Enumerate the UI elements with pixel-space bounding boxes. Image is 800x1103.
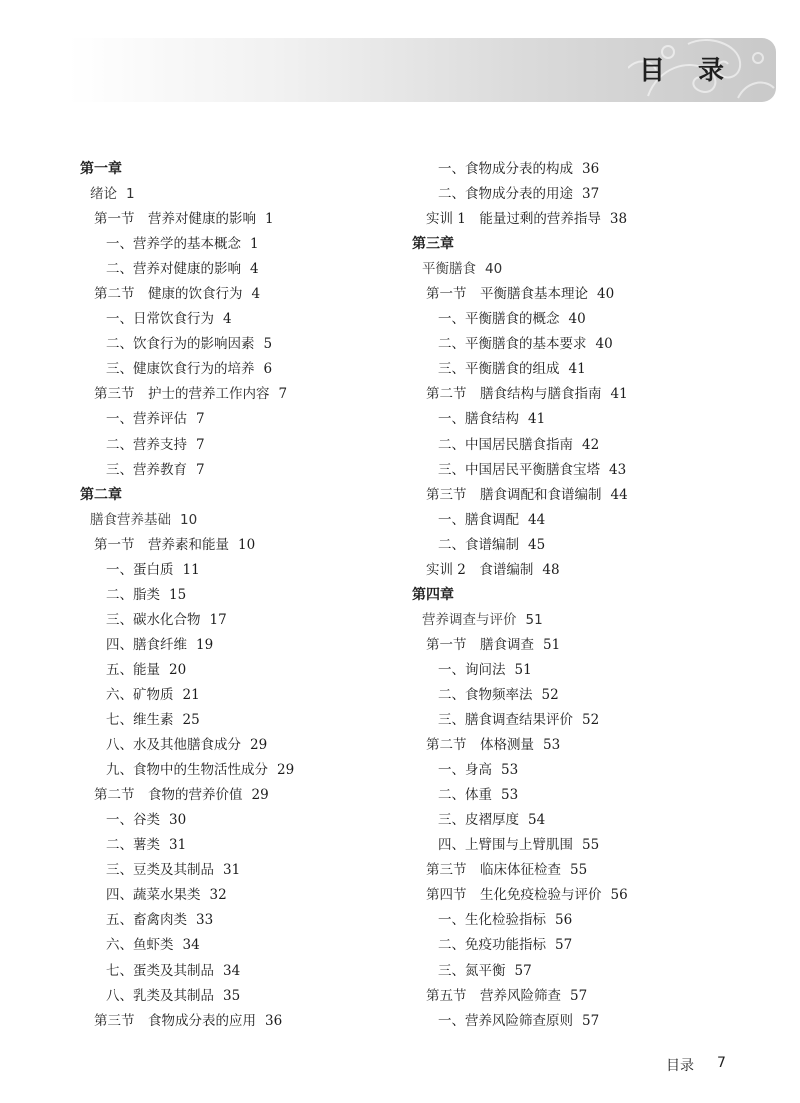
toc-entry-item[interactable] bbox=[412, 508, 742, 533]
toc-entry-item[interactable] bbox=[80, 458, 410, 483]
toc-entry-page: 57 bbox=[514, 962, 532, 979]
toc-entry-item[interactable] bbox=[412, 758, 742, 783]
toc-entry-item[interactable] bbox=[80, 583, 410, 608]
toc-entry-page: 51 bbox=[525, 611, 543, 628]
toc-entry-title: 一、平衡膳食的概念 bbox=[438, 311, 560, 328]
toc-entry-section[interactable] bbox=[412, 558, 742, 583]
toc-entry-page: 54 bbox=[528, 812, 546, 829]
toc-entry-page: 10 bbox=[180, 511, 198, 528]
toc-entry-page: 11 bbox=[182, 561, 200, 578]
toc-entry-page: 43 bbox=[609, 461, 627, 478]
toc-entry-page: 7 bbox=[196, 436, 205, 453]
toc-entry-title: 二、营养对健康的影响 bbox=[106, 261, 241, 278]
toc-entry-page: 15 bbox=[169, 586, 187, 603]
toc-entry-title: 第一节 平衡膳食基本理论 bbox=[426, 286, 588, 303]
toc-entry-item[interactable] bbox=[80, 933, 410, 958]
toc-entry-section[interactable] bbox=[412, 282, 742, 307]
toc-entry-page: 1 bbox=[126, 186, 135, 203]
toc-entry-title: 第二节 体格测量 bbox=[426, 737, 534, 754]
toc-entry-page: 29 bbox=[277, 762, 295, 779]
toc-entry-item[interactable] bbox=[80, 307, 410, 332]
toc-entry-topic[interactable] bbox=[80, 182, 410, 207]
toc-entry-title: 一、营养评估 bbox=[106, 411, 187, 428]
toc-entry-title: 一、日常饮食行为 bbox=[106, 311, 214, 328]
toc-entry-title: 第三章 bbox=[412, 236, 454, 253]
toc-entry-page: 38 bbox=[609, 211, 628, 228]
toc-entry-title: 二、食物频率法 bbox=[438, 686, 533, 703]
toc-entry-section[interactable] bbox=[412, 984, 742, 1009]
toc-entry-page: 53 bbox=[501, 762, 519, 779]
toc-entry-title: 四、蔬菜水果类 bbox=[106, 887, 201, 904]
toc-entry-item[interactable] bbox=[80, 908, 410, 933]
toc-entry-title: 二、薯类 bbox=[106, 837, 160, 854]
toc-entry-section[interactable] bbox=[412, 483, 742, 508]
toc-entry-item[interactable] bbox=[80, 959, 410, 984]
toc-entry-page: 34 bbox=[223, 962, 241, 979]
toc-entry-item[interactable] bbox=[412, 458, 742, 483]
toc-entry-page: 21 bbox=[182, 686, 200, 703]
toc-entry-title: 三、皮褶厚度 bbox=[438, 812, 519, 829]
toc-entry-item[interactable] bbox=[80, 558, 410, 583]
toc-entry-title: 七、蛋类及其制品 bbox=[106, 962, 214, 979]
toc-entry-item[interactable] bbox=[80, 257, 410, 282]
page-title: 目 录 bbox=[638, 56, 736, 86]
toc-entry-title: 三、碳水化合物 bbox=[106, 611, 201, 628]
toc-entry-section[interactable] bbox=[412, 382, 742, 407]
toc-entry-title: 一、营养风险筛查原则 bbox=[438, 1012, 573, 1029]
toc-entry-page: 41 bbox=[568, 361, 586, 378]
toc-entry-item[interactable] bbox=[412, 182, 742, 207]
footer-label: 目录 bbox=[666, 1058, 694, 1074]
toc-entry-section[interactable] bbox=[80, 382, 410, 407]
toc-entry-item[interactable] bbox=[412, 1009, 742, 1034]
toc-entry-item[interactable] bbox=[80, 332, 410, 357]
toc-entry-item[interactable] bbox=[80, 808, 410, 833]
toc-entry-page: 52 bbox=[582, 712, 600, 729]
toc-entry-page: 44 bbox=[610, 486, 628, 503]
toc-entry-page: 6 bbox=[263, 361, 273, 378]
toc-entry-title: 膳食营养基础 bbox=[90, 511, 171, 528]
toc-entry-title: 二、营养支持 bbox=[106, 436, 187, 453]
toc-entry-page: 52 bbox=[541, 686, 559, 703]
toc-entry-page: 56 bbox=[610, 887, 628, 904]
toc-entry-title: 三、氮平衡 bbox=[438, 962, 506, 979]
toc-entry-page: 25 bbox=[182, 712, 200, 729]
toc-entry-title: 第三节 膳食调配和食谱编制 bbox=[426, 486, 602, 503]
toc-entry-title: 第五节 营养风险筛查 bbox=[426, 987, 561, 1004]
toc-entry-item[interactable] bbox=[412, 307, 742, 332]
toc-entry-title: 四、膳食纤维 bbox=[106, 636, 187, 653]
toc-entry-title: 绪论 bbox=[90, 186, 117, 203]
toc-entry-title: 九、食物中的生物活性成分 bbox=[106, 762, 268, 779]
toc-entry-item[interactable] bbox=[412, 959, 742, 984]
toc-entry-page: 57 bbox=[570, 987, 588, 1004]
toc-entry-page: 19 bbox=[196, 636, 214, 653]
toc-entry-title: 三、健康饮食行为的培养 bbox=[106, 361, 255, 378]
toc-entry-item[interactable] bbox=[412, 157, 742, 182]
toc-entry-item[interactable] bbox=[412, 783, 742, 808]
toc-entry-title: 六、矿物质 bbox=[106, 686, 174, 703]
toc-entry-page: 5 bbox=[263, 336, 273, 353]
toc-entry-chapter[interactable] bbox=[412, 583, 742, 608]
toc-entry-title: 第三节 临床体征检查 bbox=[426, 862, 561, 879]
toc-entry-page: 4 bbox=[250, 261, 259, 278]
page-number: 7 bbox=[717, 1055, 726, 1071]
toc-entry-title: 第二节 健康的饮食行为 bbox=[94, 286, 243, 303]
toc-entry-page: 29 bbox=[250, 737, 268, 754]
toc-entry-topic[interactable] bbox=[412, 257, 742, 282]
toc-entry-page: 7 bbox=[196, 411, 205, 428]
toc-entry-page: 45 bbox=[528, 536, 546, 553]
toc-entry-item[interactable] bbox=[80, 758, 410, 783]
toc-entry-title: 四、上臂围与上臂肌围 bbox=[438, 837, 573, 854]
toc-entry-page: 40 bbox=[595, 336, 613, 353]
toc-entry-section[interactable] bbox=[412, 633, 742, 658]
toc-entry-page: 1 bbox=[265, 211, 274, 228]
toc-entry-page: 20 bbox=[169, 661, 187, 678]
toc-entry-title: 八、乳类及其制品 bbox=[106, 987, 214, 1004]
toc-entry-title: 二、免疫功能指标 bbox=[438, 937, 546, 954]
toc-entry-topic[interactable] bbox=[412, 608, 742, 633]
toc-column-right bbox=[412, 157, 742, 1034]
toc-entry-page: 29 bbox=[251, 787, 269, 804]
toc-entry-title: 二、饮食行为的影响因素 bbox=[106, 336, 255, 353]
toc-entry-page: 36 bbox=[582, 161, 600, 177]
toc-entry-title: 第四节 生化免疫检验与评价 bbox=[426, 887, 602, 904]
toc-entry-section[interactable] bbox=[80, 533, 410, 558]
toc-entry-item[interactable] bbox=[80, 733, 410, 758]
toc-entry-page: 10 bbox=[238, 536, 256, 553]
toc-entry-title: 平衡膳食 bbox=[422, 261, 476, 278]
toc-entry-item[interactable] bbox=[80, 658, 410, 683]
toc-entry-title: 第一节 营养素和能量 bbox=[94, 536, 229, 553]
toc-entry-page: 37 bbox=[582, 186, 600, 203]
toc-entry-page: 36 bbox=[265, 1012, 283, 1029]
toc-entry-page: 4 bbox=[251, 286, 261, 303]
toc-entry-title: 第三节 食物成分表的应用 bbox=[94, 1012, 256, 1029]
toc-entry-page: 32 bbox=[209, 887, 227, 904]
toc-entry-title: 三、营养教育 bbox=[106, 461, 187, 478]
toc-entry-page: 53 bbox=[543, 737, 561, 754]
toc-entry-item[interactable] bbox=[80, 683, 410, 708]
toc-entry-title: 第一节 膳食调查 bbox=[426, 636, 534, 653]
toc-entry-page: 40 bbox=[485, 261, 503, 278]
toc-entry-section[interactable] bbox=[412, 207, 742, 232]
toc-entry-title: 一、食物成分表的构成 bbox=[438, 161, 573, 177]
toc-entry-title: 实训 2 食谱编制 bbox=[426, 561, 534, 578]
toc-entry-page: 35 bbox=[223, 987, 241, 1004]
toc-entry-chapter[interactable] bbox=[80, 483, 410, 508]
toc-entry-item[interactable] bbox=[80, 883, 410, 908]
toc-entry-item[interactable] bbox=[80, 357, 410, 382]
toc-entry-item[interactable] bbox=[412, 433, 742, 458]
toc-entry-item[interactable] bbox=[412, 933, 742, 958]
toc-entry-page: 55 bbox=[582, 837, 600, 854]
toc-entry-page: 57 bbox=[555, 937, 573, 954]
toc-entry-item[interactable] bbox=[412, 683, 742, 708]
toc-entry-page: 51 bbox=[543, 636, 561, 653]
toc-entry-title: 实训 1 能量过剩的营养指导 bbox=[426, 211, 601, 228]
toc-entry-title: 一、膳食调配 bbox=[438, 511, 519, 528]
toc-entry-section[interactable] bbox=[80, 207, 410, 232]
toc-entry-page: 7 bbox=[278, 386, 288, 403]
toc-entry-title: 二、食谱编制 bbox=[438, 536, 519, 553]
toc-entry-page: 33 bbox=[196, 912, 214, 929]
toc-entry-topic[interactable] bbox=[80, 508, 410, 533]
toc-entry-item[interactable] bbox=[80, 708, 410, 733]
toc-entry-title: 一、谷类 bbox=[106, 812, 160, 829]
toc-entry-chapter[interactable] bbox=[412, 232, 742, 257]
toc-entry-page: 57 bbox=[582, 1012, 600, 1029]
toc-entry-title: 第二章 bbox=[80, 486, 122, 503]
header-banner bbox=[68, 38, 776, 102]
toc-entry-title: 一、询问法 bbox=[438, 661, 506, 678]
toc-entry-item[interactable] bbox=[80, 433, 410, 458]
toc-entry-item[interactable] bbox=[412, 708, 742, 733]
toc-entry-page: 41 bbox=[610, 386, 628, 403]
toc-entry-item[interactable] bbox=[412, 658, 742, 683]
toc-entry-title: 二、平衡膳食的基本要求 bbox=[438, 336, 587, 353]
toc-entry-item[interactable] bbox=[80, 833, 410, 858]
toc-entry-page: 41 bbox=[528, 411, 546, 428]
toc-entry-title: 第二节 膳食结构与膳食指南 bbox=[426, 386, 602, 403]
toc-entry-item[interactable] bbox=[80, 858, 410, 883]
toc-entry-title: 第四章 bbox=[412, 586, 454, 603]
toc-entry-item[interactable] bbox=[412, 533, 742, 558]
toc-entry-title: 一、身高 bbox=[438, 762, 492, 779]
toc-entry-page: 4 bbox=[223, 311, 232, 328]
toc-entry-title: 八、水及其他膳食成分 bbox=[106, 737, 241, 754]
toc-entry-title: 五、能量 bbox=[106, 661, 160, 678]
toc-entry-title: 三、平衡膳食的组成 bbox=[438, 361, 560, 378]
toc-entry-title: 第一章 bbox=[80, 161, 122, 177]
toc-entry-title: 一、营养学的基本概念 bbox=[106, 236, 241, 253]
toc-entry-item[interactable] bbox=[412, 908, 742, 933]
toc-entry-title: 五、畜禽肉类 bbox=[106, 912, 187, 929]
toc-entry-title: 一、生化检验指标 bbox=[438, 912, 546, 929]
toc-entry-page: 51 bbox=[514, 661, 532, 678]
toc-entry-page: 55 bbox=[570, 862, 588, 879]
toc-entry-item[interactable] bbox=[80, 984, 410, 1009]
toc-entry-title: 七、维生素 bbox=[106, 712, 174, 729]
toc-entry-section[interactable] bbox=[412, 733, 742, 758]
toc-entry-page: 42 bbox=[582, 436, 600, 453]
toc-entry-page: 31 bbox=[223, 862, 241, 879]
toc-entry-item[interactable] bbox=[412, 357, 742, 382]
toc-entry-title: 第三节 护士的营养工作内容 bbox=[94, 386, 270, 403]
toc-entry-page: 56 bbox=[555, 912, 573, 929]
toc-entry-title: 二、中国居民膳食指南 bbox=[438, 436, 573, 453]
toc-entry-page: 7 bbox=[196, 461, 205, 478]
toc-entry-section[interactable] bbox=[80, 282, 410, 307]
toc-entry-page: 30 bbox=[169, 812, 187, 829]
toc-entry-title: 营养调查与评价 bbox=[422, 611, 517, 628]
toc-entry-page: 48 bbox=[542, 561, 560, 578]
toc-entry-page: 53 bbox=[501, 787, 519, 804]
toc-entry-title: 第一节 营养对健康的影响 bbox=[94, 211, 256, 228]
toc-entry-page: 1 bbox=[250, 236, 259, 253]
toc-entry-page: 34 bbox=[182, 937, 200, 954]
toc-entry-item[interactable] bbox=[80, 608, 410, 633]
toc-entry-title: 三、豆类及其制品 bbox=[106, 862, 214, 879]
toc-entry-title: 一、膳食结构 bbox=[438, 411, 519, 428]
toc-entry-item[interactable] bbox=[412, 833, 742, 858]
toc-entry-item[interactable] bbox=[80, 407, 410, 432]
toc-entry-title: 二、体重 bbox=[438, 787, 492, 804]
toc-entry-page: 40 bbox=[597, 286, 615, 303]
toc-entry-item[interactable] bbox=[80, 633, 410, 658]
toc-entry-item[interactable] bbox=[412, 332, 742, 357]
toc-entry-section[interactable] bbox=[412, 883, 742, 908]
toc-entry-title: 第二节 食物的营养价值 bbox=[94, 787, 243, 804]
toc-entry-page: 40 bbox=[568, 311, 586, 328]
toc-entry-page: 17 bbox=[209, 611, 227, 628]
toc-entry-section[interactable] bbox=[412, 858, 742, 883]
toc-entry-chapter[interactable] bbox=[80, 157, 410, 182]
toc-entry-title: 三、膳食调查结果评价 bbox=[438, 712, 573, 729]
toc-entry-page: 44 bbox=[528, 511, 546, 528]
toc-entry-item[interactable] bbox=[412, 808, 742, 833]
toc-entry-page: 31 bbox=[169, 837, 187, 854]
toc-column-left bbox=[80, 157, 410, 1034]
toc-entry-item[interactable] bbox=[80, 232, 410, 257]
toc-entry-title: 三、中国居民平衡膳食宝塔 bbox=[438, 461, 600, 478]
toc-entry-item[interactable] bbox=[412, 407, 742, 432]
toc-entry-title: 二、食物成分表的用途 bbox=[438, 186, 573, 203]
toc-entry-title: 二、脂类 bbox=[106, 586, 160, 603]
toc-entry-section[interactable] bbox=[80, 1009, 410, 1034]
toc-entry-section[interactable] bbox=[80, 783, 410, 808]
toc-entry-title: 一、蛋白质 bbox=[106, 561, 174, 578]
toc-entry-title: 六、鱼虾类 bbox=[106, 937, 174, 954]
